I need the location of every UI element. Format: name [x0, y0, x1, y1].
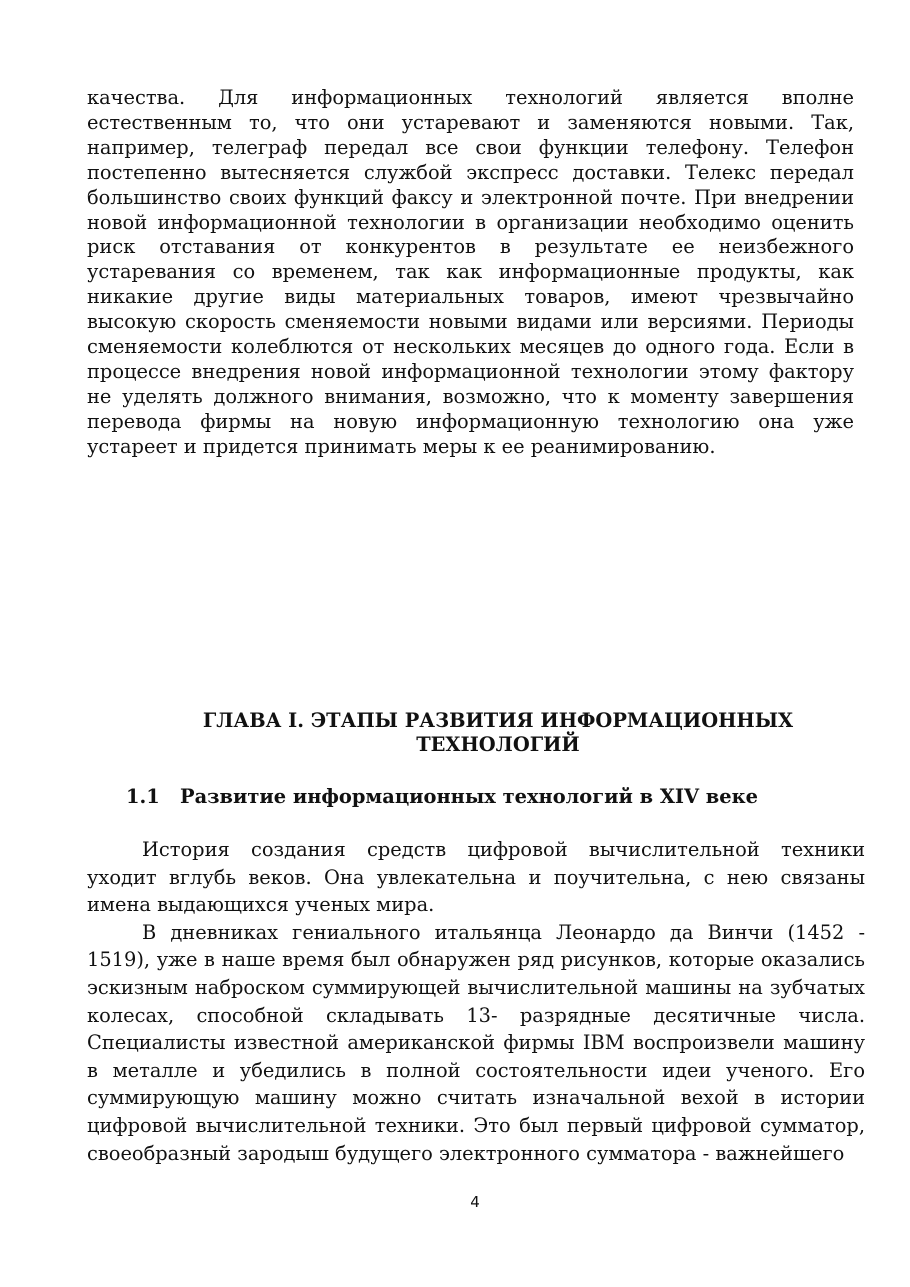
- section-body: [87, 836, 865, 1167]
- body-paragraph-1: История создания средств цифровой вычислительной техники уходит вглубь веков. Она увлекательна и поучительна, с нею связаны имена выдающихся ученых мира.: [87, 838, 865, 917]
- page-number: 4: [470, 1193, 480, 1211]
- section-heading: [126, 785, 886, 809]
- chapter-title-line-1: ГЛАВА I. ЭТАПЫ РАЗВИТИЯ ИНФОРМАЦИОННЫХ: [202, 709, 794, 732]
- section-number: 1.1: [126, 785, 160, 808]
- body-paragraph-2: В дневниках гениального итальянца Леонардо да Винчи (1452 - 1519), уже в наше время был обнаружен ряд рисунков, которые оказались эскизным наброском суммирующей вычислительной машины на зубчатых колесах, способной складывать 13- разрядные десятичные числа. Специалисты известной американской фирмы IBM воспроизвели машину в металле и убедились в полной состоятельности идеи ученого. Его суммирующую машину можно считать изначальной вехой в истории цифровой вычислительной техники. Это был первый цифровой сумматор, своеобразный зародыш будущего электронного сумматора - важнейшего: [87, 920, 865, 1165]
- chapter-title-line-2: ТЕХНОЛОГИЙ: [416, 733, 580, 756]
- chapter-title: [87, 709, 909, 757]
- section-title: Развитие информационных технологий в XIV веке: [180, 785, 758, 808]
- continuation-paragraph: качества. Для информационных технологий является вполне естественным то, что они устаревают и заменяются новыми. Так, например, телеграф передал все свои функции телефону. Телефон постепенно вытесняется службой экспресс доставки. Телекс передал большинство своих функций факсу и электронной почте. При внедрении новой информационной технологии в организации необходимо оценить риск отставания от конкурентов в результате ее неизбежного устаревания со временем, так как информационные продукты, как никакие другие виды материальных товаров, имеют чрезвычайно высокую скорость сменяемости новыми видами или версиями. Периоды сменяемости колеблются от нескольких месяцев до одного года. Если в процессе внедрения новой информационной технологии этому фактору не уделять должного внимания, возможно, что к моменту завершения перевода фирмы на новую информационную технологию она уже устареет и придется принимать меры к ее реанимированию.: [87, 86, 854, 458]
